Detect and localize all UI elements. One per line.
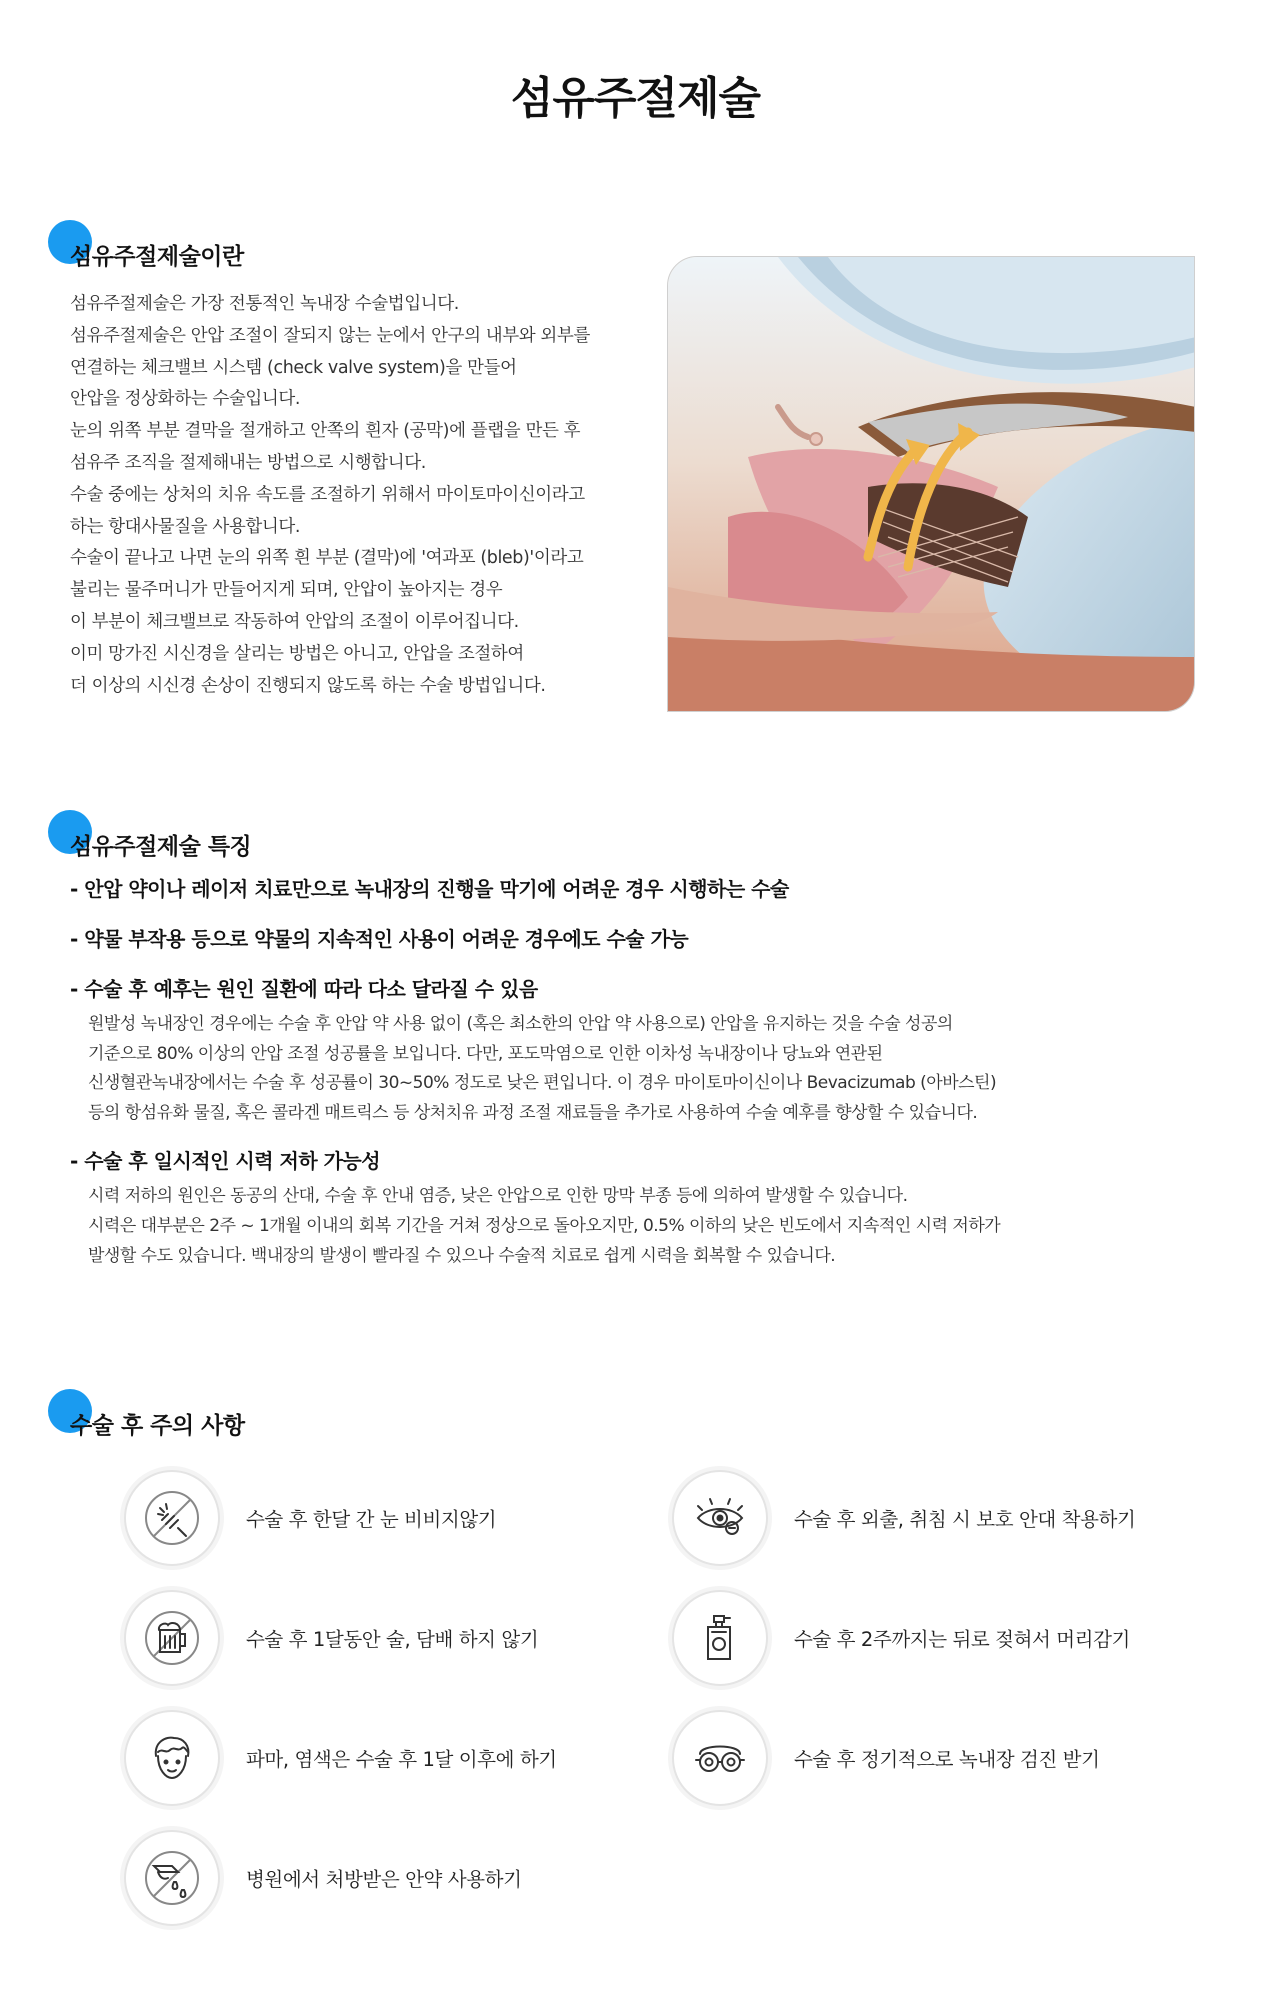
aftercare-item <box>672 1710 1172 1806</box>
feature-title: - 약물 부작용 등으로 약물의 지속적인 사용이 어려운 경우에도 수술 가능 <box>70 927 689 951</box>
feature-title: - 안압 약이나 레이저 치료만으로 녹내장의 진행을 막기에 어려운 경우 시행하는 수술 <box>70 877 789 901</box>
feature-body <box>70 1182 1190 1271</box>
intro-line: 섬유주절제술은 안압 조절이 잘되지 않는 눈에서 안구의 내부와 외부를 <box>70 325 590 346</box>
hair-perm-icon <box>124 1710 220 1806</box>
aftercare-item <box>124 1470 624 1566</box>
aftercare-list <box>124 1470 1164 1950</box>
intro-line: 더 이상의 시신경 손상이 진행되지 않도록 하는 수술 방법입니다. <box>70 675 546 696</box>
eye-anatomy-drawing <box>668 257 1195 712</box>
shampoo-bottle-icon <box>672 1590 768 1686</box>
intro-line: 섬유주 조직을 절제해내는 방법으로 시행합니다. <box>70 452 426 473</box>
trabeculectomy-illustration <box>667 256 1195 712</box>
aftercare-label: 병원에서 처방받은 안약 사용하기 <box>246 1868 522 1891</box>
aftercare-label: 수술 후 정기적으로 녹내장 검진 받기 <box>794 1748 1100 1771</box>
intro-line: 연결하는 체크밸브 시스템 (check valve system)을 만들어 <box>70 357 517 378</box>
aftercare-label: 수술 후 외출, 취침 시 보호 안대 착용하기 <box>794 1508 1136 1531</box>
intro-line: 안압을 정상화하는 수술입니다. <box>70 389 301 410</box>
aftercare-item <box>672 1470 1172 1566</box>
intro-line: 수술이 끝나고 나면 눈의 위쪽 흰 부분 (결막)에 '여과포 (bleb)'이라고 <box>70 548 584 569</box>
aftercare-item <box>672 1590 1172 1686</box>
intro-line: 섬유주절제술은 가장 전통적인 녹내장 수술법입니다. <box>70 294 459 314</box>
feature-body-line: 시력 저하의 원인은 동공의 산대, 수술 후 안내 염증, 낮은 안압으로 인한 망막 부종 등에 의하여 발생할 수 있습니다. <box>88 1186 908 1207</box>
features-list <box>70 872 1190 1287</box>
feature-title: - 수술 후 일시적인 시력 저하 가능성 <box>70 1149 381 1174</box>
section-heading-label: 섬유주절제술이란 <box>70 244 244 270</box>
section-heading-label: 수술 후 주의 사항 <box>70 1413 245 1439</box>
intro-line: 이 부분이 체크밸브로 작동하여 안압의 조절이 이루어집니다. <box>70 611 519 632</box>
aftercare-item <box>124 1710 624 1806</box>
feature-body-line: 원발성 녹내장인 경우에는 수술 후 안압 약 사용 없이 (혹은 최소한의 안압 약 사용으로) 안압을 유지하는 것을 수술 성공의 <box>88 1014 953 1034</box>
feature-item <box>70 922 1190 956</box>
intro-line: 하는 항대사물질을 사용합니다. <box>70 516 301 537</box>
feature-title: - 수술 후 예후는 원인 질환에 따라 다소 달라질 수 있음 <box>70 977 538 1001</box>
feature-body-line: 등의 항섬유화 물질, 혹은 콜라겐 매트릭스 등 상처치유 과정 조절 재료들을 추가로 사용하여 수술 예후를 향상할 수 있습니다. <box>88 1102 978 1123</box>
aftercare-label: 수술 후 2주까지는 뒤로 젖혀서 머리감기 <box>794 1628 1130 1651</box>
intro-line: 이미 망가진 시신경을 살리는 방법은 아니고, 안압을 조절하여 <box>70 643 524 664</box>
aftercare-item <box>124 1590 624 1686</box>
intro-line: 수술 중에는 상처의 치유 속도를 조절하기 위해서 마이토마이신이라고 <box>70 484 585 505</box>
eye-shield-icon <box>672 1470 768 1566</box>
feature-item <box>70 1144 1190 1271</box>
eye-drops-icon <box>124 1830 220 1926</box>
no-beer-icon <box>124 1590 220 1686</box>
feature-body <box>70 1010 1190 1128</box>
intro-line: 눈의 위쪽 부분 결막을 절개하고 안쪽의 흰자 (공막)에 플랩을 만든 후 <box>70 421 581 442</box>
feature-item <box>70 972 1190 1128</box>
section-heading-label: 섬유주절제술 특징 <box>70 834 252 860</box>
aftercare-label: 파마, 염색은 수술 후 1달 이후에 하기 <box>246 1748 557 1771</box>
feature-item <box>70 872 1190 906</box>
page-title: 섬유주절제술 <box>510 73 761 124</box>
aftercare-item <box>124 1830 624 1926</box>
intro-line: 불리는 물주머니가 만들어지게 되며, 안압이 높아지는 경우 <box>70 580 503 601</box>
feature-body-line: 시력은 대부분은 2주 ~ 1개월 이내의 회복 기간을 거쳐 정상으로 돌아오지만, 0.5% 이하의 낮은 빈도에서 지속적인 시력 저하가 <box>88 1215 1001 1236</box>
aftercare-label: 수술 후 한달 간 눈 비비지않기 <box>246 1508 497 1531</box>
no-eye-rubbing-icon <box>124 1470 220 1566</box>
feature-body-line: 신생혈관녹내장에서는 수술 후 성공률이 30~50% 정도로 낮은 편입니다. 이 경우 마이토마이신이나 Bevacizumab (아바스틴) <box>88 1073 997 1094</box>
aftercare-label: 수술 후 1달동안 술, 담배 하지 않기 <box>246 1628 539 1651</box>
eye-exam-glasses-icon <box>672 1710 768 1806</box>
feature-body-line: 기준으로 80% 이상의 안압 조절 성공률을 보입니다. 다만, 포도막염으로 인한 이차성 녹내장이나 당뇨와 연관된 <box>88 1043 883 1064</box>
intro-description <box>70 289 630 702</box>
feature-body-line: 발생할 수도 있습니다. 백내장의 발생이 빨라질 수 있으나 수술적 치료로 쉽게 시력을 회복할 수 있습니다. <box>88 1245 836 1266</box>
